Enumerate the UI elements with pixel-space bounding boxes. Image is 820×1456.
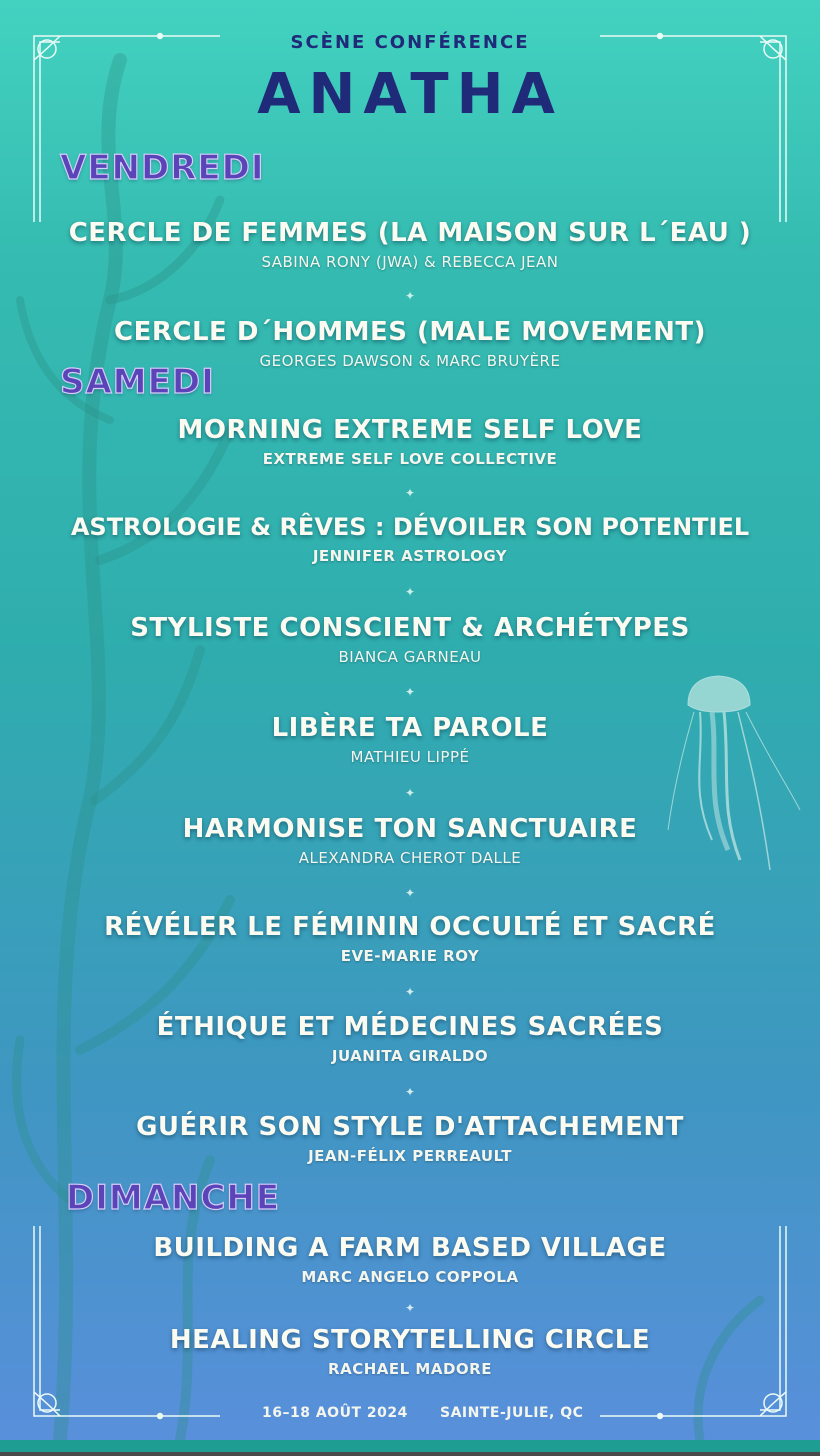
- bottom-strip: [0, 1440, 820, 1456]
- talk-speaker: JUANITA GIRALDO: [331, 1047, 489, 1065]
- talk-speaker: GEORGES DAWSON & MARC BRUYÈRE: [259, 352, 561, 370]
- talk-item: [20, 510, 800, 566]
- talk-item: [20, 1231, 800, 1287]
- talk-speaker: JEAN-FÉLIX PERREAULT: [308, 1147, 512, 1165]
- talk-title: GUÉRIR SON STYLE D'ATTACHEMENT: [136, 1112, 684, 1142]
- talk-speaker: EXTREME SELF LOVE COLLECTIVE: [262, 450, 558, 468]
- talk-item: [20, 711, 800, 767]
- event-dates: 16–18 AOÛT 2024: [262, 1405, 408, 1421]
- brand-title: ANATHA: [257, 62, 563, 127]
- talk-title: MORNING EXTREME SELF LOVE: [177, 415, 643, 445]
- sparkle-icon: ✦: [404, 886, 416, 900]
- talk-item: [20, 611, 800, 667]
- talk-title: BUILDING A FARM BASED VILLAGE: [153, 1233, 667, 1263]
- talk-speaker: EVE-MARIE ROY: [340, 947, 480, 965]
- talk-title: RÉVÉLER LE FÉMININ OCCULTÉ ET SACRÉ: [104, 912, 716, 942]
- talk-title: LIBÈRE TA PAROLE: [271, 713, 549, 743]
- bottom-border: [0, 1452, 820, 1456]
- talk-item: [20, 413, 800, 469]
- talk-speaker: BIANCA GARNEAU: [338, 648, 482, 666]
- talk-title: CERCLE DE FEMMES (LA MAISON SUR L´EAU ): [68, 218, 752, 248]
- talk-item: [20, 910, 800, 966]
- talk-title: STYLISTE CONSCIENT & ARCHÉTYPES: [130, 613, 690, 643]
- sparkle-icon: ✦: [404, 486, 416, 500]
- talk-item: [20, 1323, 800, 1379]
- sparkle-icon: ✦: [404, 1085, 416, 1099]
- talk-speaker: RACHAEL MADORE: [328, 1360, 492, 1378]
- talk-speaker: SABINA RONY (JWA) & REBECCA JEAN: [261, 253, 559, 271]
- sparkle-icon: ✦: [404, 289, 416, 303]
- day-heading-sunday: DIMANCHE: [66, 1178, 281, 1218]
- sparkle-icon: ✦: [404, 786, 416, 800]
- talk-title: HARMONISE TON SANCTUAIRE: [182, 814, 638, 844]
- talk-item: [20, 1110, 800, 1166]
- talk-title: ÉTHIQUE ET MÉDECINES SACRÉES: [156, 1012, 664, 1042]
- talk-item: [20, 1010, 800, 1066]
- talk-title: CERCLE D´HOMMES (MALE MOVEMENT): [114, 317, 706, 347]
- talk-title: ASTROLOGIE & RÊVES : DÉVOILER SON POTENTIEL: [70, 513, 750, 541]
- day-heading-friday: VENDREDI: [60, 148, 265, 188]
- day-heading-saturday: SAMEDI: [60, 362, 215, 402]
- talk-item: [20, 216, 800, 272]
- talk-speaker: JENNIFER ASTROLOGY: [312, 547, 508, 565]
- poster-subtitle: SCÈNE CONFÉRENCE: [290, 32, 530, 53]
- sparkle-icon: ✦: [404, 1301, 416, 1315]
- sparkle-icon: ✦: [404, 985, 416, 999]
- event-location: SAINTE-JULIE, QC: [440, 1405, 584, 1421]
- sparkle-icon: ✦: [404, 685, 416, 699]
- talk-speaker: MATHIEU LIPPÉ: [350, 748, 470, 766]
- sparkle-icon: ✦: [404, 585, 416, 599]
- talk-title: HEALING STORYTELLING CIRCLE: [169, 1325, 651, 1355]
- talk-speaker: MARC ANGELO COPPOLA: [301, 1268, 519, 1286]
- talk-item: [20, 812, 800, 868]
- talk-speaker: ALEXANDRA CHEROT DALLE: [298, 849, 522, 867]
